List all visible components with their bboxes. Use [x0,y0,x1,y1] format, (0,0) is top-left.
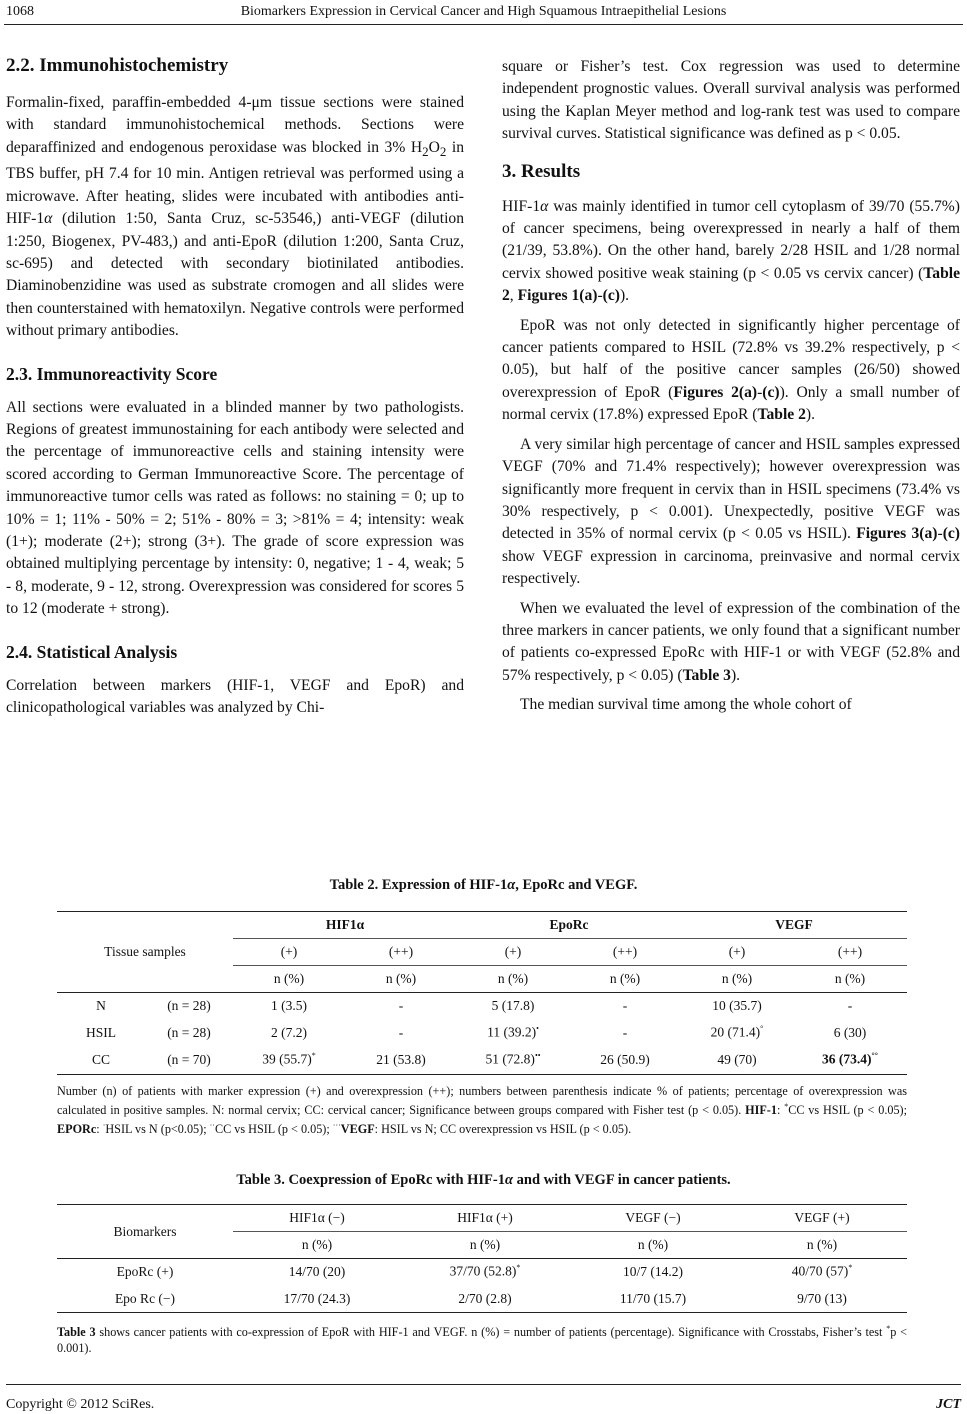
immunohistochemistry-text: Formalin-fixed, paraffin-embedded 4-μm tissue sections were stained with standard immunohistochemical methods. Sections were deparaffinized and endogenous peroxidase was blocked in 3% $H_2O_2$ in TBS buffer, pH 7.4 for 10 min. Antigen retrieval was performed using a microwave. After heating, slides were incubated with antibodies anti-HIF-1α (dilution 1:50, Santa Cruz, sc-53546,) anti-VEGF (dilution 1:250, Biogenex, PV-483,) and anti-EpoR (dilution 1:200, Santa Cruz, sc-695) and detected with secondary biotinilated antibodies. Diaminobenzidine was used as substrate cromogen and all slides were then counterstained with hematoxilyn. Negative controls were performed without primary antibodies. [6,94,464,340]
significance-mark: ° [760,1024,764,1034]
table2-row-label: N [96,997,106,1013]
significance-mark: * [848,1263,853,1273]
copyright: Copyright © 2012 SciRes. [6,1397,155,1412]
table-cell [737,1258,907,1285]
page-header [6,4,961,26]
table-cell [457,1019,569,1046]
page-footer [6,1384,961,1412]
section-title-immunoreactivity: 2.3. Immunoreactivity Score [6,363,218,384]
table-cell-value: 40/70 (57) [791,1263,849,1279]
table-cell: 5 (17.8) [491,997,535,1013]
table-cell: 14/70 (20) [288,1263,346,1279]
results-paragraph-3: A very similar high percentage of cancer and HSIL samples expressed VEGF (70% and 71.4% respectively); however overexpression was significantly more frequent in cervix than in HSIL specimens (73.4% vs 30% respectively, p < 0.001). Unexpectedly, positive VEGF was detected in 35% of normal cervix (p < 0.05 vs HSIL). Figures 3(a)-(c) show VEGF expression in carcinoma, preinvasive and normal cervix respectively. [502,435,960,588]
table2-row-label: HSIL [86,1024,116,1040]
table-cell: 2/70 (2.8) [458,1290,512,1306]
significance-mark: * [516,1263,521,1273]
table3-row-label: EpoRc (+) [116,1263,174,1279]
significance-mark: • [536,1024,539,1034]
table3-row-label: Epo Rc (−) [114,1290,176,1306]
table-cell: 49 (70) [717,1051,757,1067]
table-cell: - [398,1024,404,1040]
header-rule [4,24,963,25]
table2-subheader: (++) [612,943,638,959]
right-column [502,56,960,724]
table-cell [457,1046,569,1073]
results-paragraph-5: The median survival time among the whole cohort of [520,696,852,714]
table3-col-header: HIF1α (−) [289,1210,345,1225]
results-paragraph-1: HIF-1α was mainly identified in tumor cell cytoplasm of 39/70 (55.7%) of cancer specimens, being overexpressed in nearly a half of them (21/39, 53.8%). On the other hand, barely 2/28 HSIL and 1/28 normal cervix showed positive weak staining (p < 0.05 vs cervix cancer) (Table 2, Figures 1(a)-(c)). [502,197,960,305]
table-cell: 9/70 (13) [797,1290,847,1306]
table2-unit: n (%) [497,970,529,986]
table-cell: - [622,997,628,1013]
table2-unit: n (%) [609,970,641,986]
table-row [57,992,907,1019]
table2-group-hif: HIF1α [325,917,365,932]
table-cell-value: 37/70 (52.8) [449,1263,517,1279]
table2-subheader: (+) [728,943,746,959]
statistics-text-cont: square or Fisher’s test. Cox regression was used to determine independent prognostic values. Overall survival analysis was performed using the Kaplan Meyer method and log-rank test was used to compare survival curves. Statistical significance was defined as p < 0.05. [502,58,960,143]
table-cell [401,1258,569,1285]
table2-unit: n (%) [834,970,866,986]
table2-subheader: (+) [280,943,298,959]
table3-unit: n (%) [301,1236,333,1252]
table-row [57,1046,907,1073]
table-row [57,1019,907,1046]
table3-col-header: VEGF (+) [794,1210,850,1225]
table-cell: 6 (30) [833,1024,867,1040]
table-cell [233,1046,345,1073]
table-cell: 21 (53.8) [376,1051,426,1067]
table2-bottom-rule [57,1074,907,1075]
significance-mark: * [311,1051,316,1061]
journal-abbrev: JCT [936,1397,961,1412]
table-cell-value: 11 (39.2) [487,1024,537,1040]
page-number: 1068 [6,4,34,19]
table-cell: 1 (3.5) [271,997,307,1013]
table3-unit: n (%) [806,1236,838,1252]
table2-caption: Table 2. Expression of HIF-1α, EpoRc and VEGF. [329,877,638,893]
table3-col-header: HIF1α (+) [457,1210,513,1225]
significance-mark: •• [534,1051,541,1061]
significance-mark: °° [871,1051,878,1061]
table-cell-value: 51 (72.8) [485,1051,535,1067]
table-cell: - [398,997,404,1013]
table-cell-value: 20 (71.4) [710,1024,761,1040]
table-cell: - [847,997,853,1013]
table2-row-label: CC [91,1051,110,1067]
table3-unit: n (%) [469,1236,501,1252]
table2-unit: n (%) [273,970,305,986]
table3-unit: n (%) [637,1236,669,1252]
table2-row-n: (n = 70) [167,1051,211,1067]
table-cell-value: 39 (55.7) [262,1051,312,1067]
table3 [57,1205,907,1312]
table-cell: 17/70 (24.3) [283,1290,351,1306]
table3-row-header: Biomarkers [113,1223,177,1239]
left-column [6,54,464,726]
table-cell: - [622,1024,628,1040]
table3-bottom-rule [57,1312,907,1313]
table2-group-vegf: VEGF [775,917,813,932]
table2-row-n: (n = 28) [167,997,211,1013]
table2-subheader: (++) [837,943,863,959]
results-paragraph-4: When we evaluated the level of expression of the combination of the three markers in cancer patients, we only found that a significant number of patients co-expressed EpoRc with HIF-1 or with VEGF (52.8% and 57% respectively, p < 0.05) (Table 3). [502,599,960,684]
statistics-text: Correlation between markers (HIF-1, VEGF and EpoR) and clinicopathological variables was analyzed by Chi- [6,676,464,717]
table2-unit: n (%) [721,970,753,986]
table3-note: Table 3 shows cancer patients with co-expression of EpoR with HIF-1 and VEGF. n (%) = number of patients (percentage). Significance with Crosstabs, Fisher’s test *p < 0.001). [57,1324,907,1356]
running-title: Biomarkers Expression in Cervical Cancer and High Squamous Intraepithelial Lesions [240,4,727,19]
table2-row-header: Tissue samples [104,944,186,959]
table2-row-n: (n = 28) [167,1024,211,1040]
table2 [57,912,907,1073]
table-cell [681,1019,793,1046]
table2-note: Number (n) of patients with marker expression (+) and overexpression (++); numbers between parenthesis indicate % of patients; percentage of overexpression was calculated in positive samples. N: normal cervix; CC: cervical cancer; Significance between groups compared with Fisher test (p < 0.05). HIF-1: *CC vs HSIL (p < 0.05); EPORc: ·HSIL vs N (p<0.05); ··CC vs HSIL (p < 0.05); ···VEGF: HSIL vs N; CC overexpression vs HSIL (p < 0.05). [57,1084,907,1137]
table-cell [793,1046,907,1073]
immunoreactivity-text: All sections were evaluated in a blinded manner by two pathologists. Regions of greatest immunostaining for each antibody were selected and the percentage of immunoreactive cells and staining intensity were scored according to German Immunoreactive Score. The percentage of immunoreactive tumor cells was rated as follows: no staining = 0; up to 10% = 1; 11% - 50% = 2; 51% - 80% = 3; >81% = 4; intensity: weak (1+); moderate (2+); strong (3+). The grade of score expression was obtained multiplying percentage by intensity: 0, negative; 1 - 4, weak; 5 - 8, moderate, 9 - 12, strong. Overexpression was considered for scores 5 to 12 (moderate + strong). [6,398,464,618]
results-paragraph-2: EpoR was not only detected in significantly higher percentage of cancer patients compared to HSIL (72.8% vs 39.2% respectively, p < 0.05), but half of the positive cancer samples (26/50) showed overexpression of EpoR (Figures 2(a)-(c)). Only a small number of normal cervix (17.8%) expressed EpoR (Table 2). [502,316,960,424]
table-cell: 10/7 (14.2) [623,1263,683,1279]
table3-caption: Table 3. Coexpression of EpoRc with HIF-1α and with VEGF in cancer patients. [236,1172,731,1188]
table3-col-header: VEGF (−) [625,1210,681,1225]
section-title-immunohistochemistry: 2.2. Immunohistochemistry [6,55,229,76]
table-cell-value: 36 (73.4) [822,1051,872,1067]
section-title-statistics: 2.4. Statistical Analysis [6,641,178,662]
table2-subheader: (+) [504,943,522,959]
table-row [57,1258,907,1285]
table-cell: 11/70 (15.7) [619,1290,687,1306]
section-title-results: 3. Results [502,160,581,182]
table-cell: 10 (35.7) [712,997,762,1013]
table2-group-epo: EpoRc [549,917,589,932]
table-cell: 26 (50.9) [600,1051,650,1067]
table2-unit: n (%) [385,970,417,986]
table-row [57,1285,907,1312]
table-cell: 2 (7.2) [271,1024,307,1040]
table2-subheader: (++) [388,943,414,959]
